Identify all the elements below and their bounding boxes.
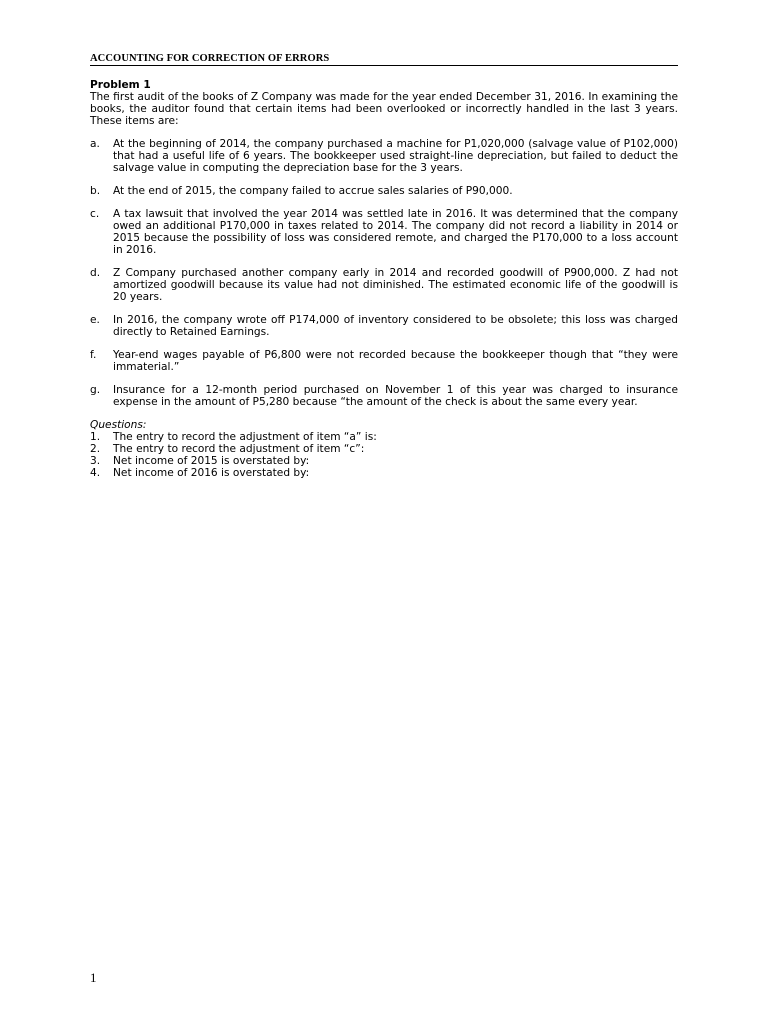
item-letter: c. xyxy=(90,208,100,220)
list-item xyxy=(90,349,678,373)
list-item xyxy=(90,267,678,303)
item-text: A tax lawsuit that involved the year 2014 was settled late in 2016. It was determined that the company owed an additional P170,000 in taxes related to 2014. The company did not record a liability in 2014 or 2015 because the possibility of loss was considered remote, and charged the P170,000 to a loss account in 2016. xyxy=(113,208,678,256)
question-item xyxy=(90,431,678,443)
page-number: 1 xyxy=(90,970,97,985)
item-text: At the end of 2015, the company failed to accrue sales salaries of P90,000. xyxy=(113,185,513,197)
question-item xyxy=(90,467,678,479)
document-page xyxy=(90,0,678,1024)
question-text: The entry to record the adjustment of item “a” is: xyxy=(113,431,377,443)
problem-intro: The first audit of the books of Z Company was made for the year ended December 31, 2016. In examining the books, the auditor found that certain items had been overlooked or incorrectly handled in the last 3 years. These items are: xyxy=(90,91,678,127)
item-letter: d. xyxy=(90,267,101,279)
item-text: At the beginning of 2014, the company purchased a machine for P1,020,000 (salvage value of P102,000) that had a useful life of 6 years. The bookkeeper used straight-line depreciation, but failed to deduct the salvage value in computing the depreciation base for the 3 years. xyxy=(113,138,678,174)
question-item xyxy=(90,455,678,467)
item-text: Year-end wages payable of P6,800 were not recorded because the bookkeeper though that “they were immaterial.” xyxy=(113,349,678,373)
question-text: Net income of 2015 is overstated by: xyxy=(113,455,310,467)
item-letter: g. xyxy=(90,384,101,396)
questions-title: Questions: xyxy=(90,419,147,431)
list-item xyxy=(90,314,678,338)
problem-title: Problem 1 xyxy=(90,79,151,91)
item-letter: b. xyxy=(90,185,101,197)
question-number: 3. xyxy=(90,455,101,467)
list-item xyxy=(90,138,678,174)
question-number: 4. xyxy=(90,467,101,479)
list-item xyxy=(90,208,678,256)
list-item xyxy=(90,185,678,197)
question-number: 1. xyxy=(90,431,101,443)
item-letter: e. xyxy=(90,314,100,326)
item-text: Z Company purchased another company early in 2014 and recorded goodwill of P900,000. Z had not amortized goodwill because its value had not diminished. The estimated economic life of the goodwill is 20 years. xyxy=(113,267,678,303)
question-text: The entry to record the adjustment of item “c”: xyxy=(113,443,365,455)
item-letter: a. xyxy=(90,138,100,150)
question-item xyxy=(90,443,678,455)
item-text: In 2016, the company wrote off P174,000 of inventory considered to be obsolete; this loss was charged directly to Retained Earnings. xyxy=(113,314,678,338)
question-text: Net income of 2016 is overstated by: xyxy=(113,467,310,479)
list-item xyxy=(90,384,678,408)
question-number: 2. xyxy=(90,443,101,455)
item-letter: f. xyxy=(90,349,97,361)
item-text: Insurance for a 12-month period purchased on November 1 of this year was charged to insurance expense in the amount of P5,280 because “the amount of the check is about the same every year. xyxy=(113,384,678,408)
document-body xyxy=(90,79,678,479)
document-header: ACCOUNTING FOR CORRECTION OF ERRORS xyxy=(90,53,678,66)
